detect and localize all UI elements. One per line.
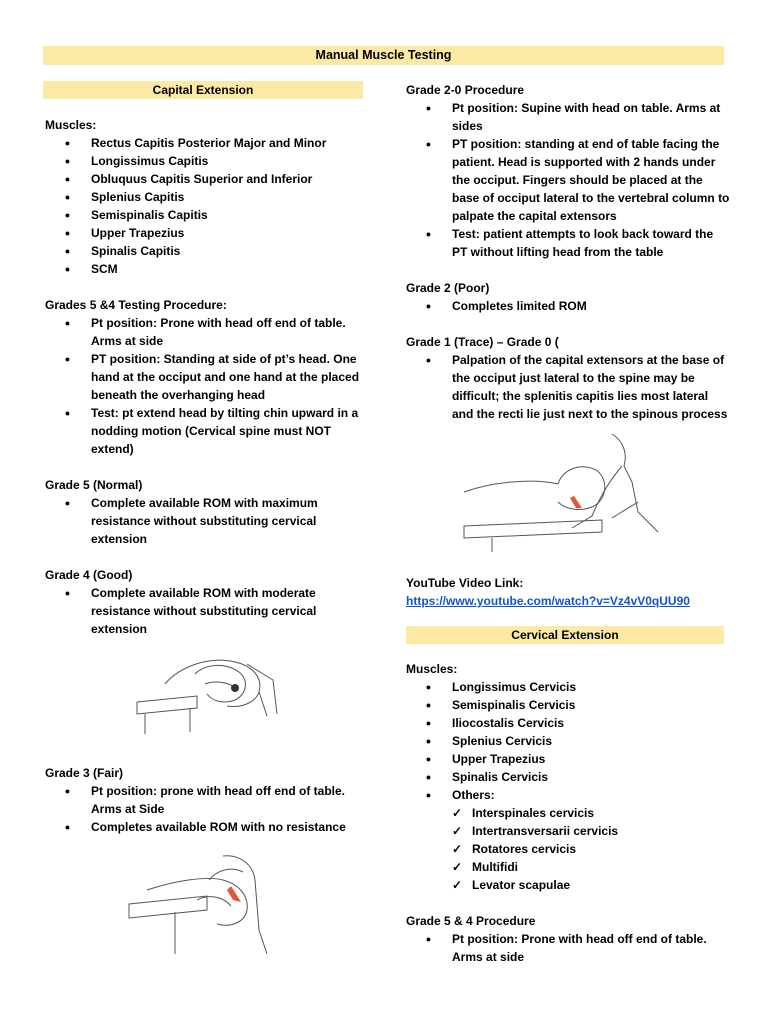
list-item: • Test: patient attempts to look back toward the PT without lifting head from the table: [406, 225, 731, 261]
right-column-upper: [406, 81, 731, 423]
prone-head-illustration: [135, 644, 280, 736]
prone-head-arrow-illustration: [127, 850, 277, 956]
grade1-label: Grade 1 (Trace) – Grade 0 (: [406, 335, 559, 349]
cervical-extension-header: Cervical Extension: [406, 626, 724, 644]
list-item: • Longissimus Capitis: [45, 152, 370, 170]
list-item: ✓ Interspinales cervicis: [406, 804, 731, 822]
list-item: • Spinalis Capitis: [45, 242, 370, 260]
list-item: • Pt position: Prone with head off end of table. Arms at side: [45, 314, 370, 350]
list-item: • Splenius Capitis: [45, 188, 370, 206]
list-item: • Completes limited ROM: [406, 297, 731, 315]
list-item: • Complete available ROM with moderate resistance without substituting cervical extension: [45, 584, 370, 638]
grade3-label: Grade 3 (Fair): [45, 766, 124, 780]
list-item: ✓ Intertransversarii cervicis: [406, 822, 731, 840]
list-item: • Pt position: prone with head off end of table. Arms at Side: [45, 782, 370, 818]
list-item: • Complete available ROM with maximum resistance without substituting cervical extension: [45, 494, 370, 548]
youtube-link[interactable]: https://www.youtube.com/watch?v=Vz4vV0qUU90: [406, 594, 690, 608]
list-item: • Palpation of the capital extensors at the base of the occiput just lateral to the spine may be difficult; the splenitis capitis lies most lateral and the recti lie just next to the spinous process: [406, 351, 731, 423]
list-item: • Test: pt extend head by tilting chin upward in a nodding motion (Cervical spine must NOT extend): [45, 404, 370, 458]
list-item: • Others:: [406, 786, 731, 804]
capital-extension-header: Capital Extension: [43, 81, 363, 99]
grade54-list: [406, 930, 731, 966]
grade3-list: [45, 782, 370, 836]
others-list: [406, 804, 731, 894]
list-item: ✓ Levator scapulae: [406, 876, 731, 894]
muscles-label: Muscles:: [406, 662, 458, 676]
list-item: • Splenius Cervicis: [406, 732, 731, 750]
youtube-label: YouTube Video Link:: [406, 576, 524, 590]
list-item: • Upper Trapezius: [406, 750, 731, 768]
supine-head-illustration: [462, 432, 662, 554]
grades54-list: [45, 314, 370, 458]
youtube-block: [406, 574, 731, 610]
grade2-label: Grade 2 (Poor): [406, 281, 490, 295]
list-item: • PT position: Standing at side of pt’s head. One hand at the occiput and one hand at the placed beneath the overhanging head: [45, 350, 370, 404]
page-title: Manual Muscle Testing: [43, 46, 724, 65]
grade20-list: [406, 99, 731, 261]
cervical-muscle-list: [406, 678, 731, 804]
list-item: • Longissimus Cervicis: [406, 678, 731, 696]
grade4-label: Grade 4 (Good): [45, 568, 133, 582]
list-item: • Semispinalis Capitis: [45, 206, 370, 224]
list-item: • Iliocostalis Cervicis: [406, 714, 731, 732]
grade20-label: Grade 2-0 Procedure: [406, 83, 525, 97]
grades54-label: Grades 5 &4 Testing Procedure:: [45, 298, 227, 312]
left-column-upper: [45, 116, 370, 638]
list-item: • SCM: [45, 260, 370, 278]
list-item: • Upper Trapezius: [45, 224, 370, 242]
grade5-label: Grade 5 (Normal): [45, 478, 143, 492]
list-item: • Completes available ROM with no resistance: [45, 818, 370, 836]
grade54-label: Grade 5 & 4 Procedure: [406, 914, 536, 928]
right-column-lower: [406, 660, 731, 966]
capital-muscle-list: [45, 134, 370, 278]
muscles-label: Muscles:: [45, 118, 97, 132]
list-item: • Pt position: Prone with head off end of table. Arms at side: [406, 930, 731, 966]
list-item: ✓ Rotatores cervicis: [406, 840, 731, 858]
list-item: • Spinalis Cervicis: [406, 768, 731, 786]
list-item: • Pt position: Supine with head on table. Arms at sides: [406, 99, 731, 135]
list-item: • Obluquus Capitis Superior and Inferior: [45, 170, 370, 188]
list-item: ✓ Multifidi: [406, 858, 731, 876]
left-column-lower: [45, 764, 370, 836]
list-item: • Rectus Capitis Posterior Major and Minor: [45, 134, 370, 152]
list-item: • PT position: standing at end of table facing the patient. Head is supported with 2 hands under the occiput. Fingers should be placed at the base of occiput lateral to the vertebral column to palpate the capital extensors: [406, 135, 731, 225]
list-item: • Semispinalis Cervicis: [406, 696, 731, 714]
